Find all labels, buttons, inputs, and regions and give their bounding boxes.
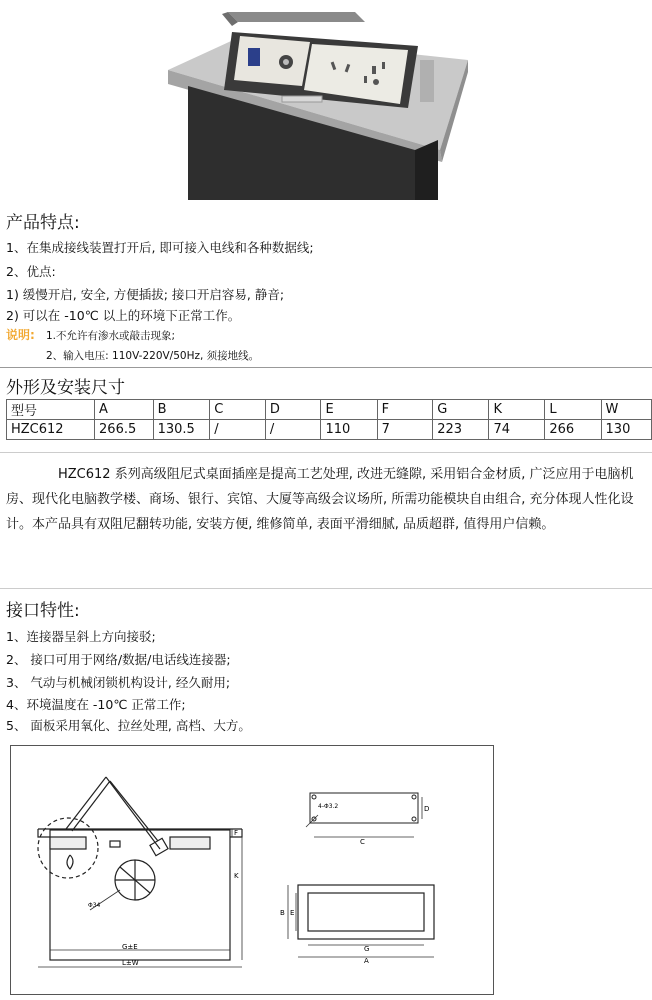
interface-line-2: 2、 接口可用于网络/数据/电话线连接器; — [6, 652, 231, 667]
table-header-cell: D — [265, 400, 321, 420]
divider — [0, 588, 652, 589]
product-image — [150, 0, 480, 200]
table-cell: HZC612 — [7, 420, 95, 440]
label-b: B — [280, 909, 285, 917]
note-item-2: 2、输入电压: 110V-220V/50Hz, 须接地线。 — [46, 350, 260, 362]
table-cell: 130 — [601, 420, 651, 440]
description-paragraph: HZC612 系列高级阻尼式桌面插座是提高工艺处理, 改进无缝隙, 采用铝合金材质, 广泛应用于电脑机房、现代化电脑教学楼、商场、银行、宾馆、大厦等高级会议场所, 所需功能模块自由组合, 充分体现人性化设计。本产品具有双阻尼翻转功能, 安装方便, 维修简单, 表面平滑细腻, 品质超群, 值得用户信赖。 — [6, 467, 634, 533]
feature-line-4: 2) 可以在 -10℃ 以上的环境下正常工作。 — [6, 308, 241, 323]
label-mount: 4-Φ3.2 — [318, 803, 339, 810]
label-c: C — [360, 838, 365, 846]
interface-title: 接口特性: — [6, 601, 80, 621]
label-g: G — [364, 945, 370, 953]
label-e: E — [290, 909, 295, 917]
table-header-cell: G — [433, 400, 489, 420]
label-lw: L±W — [122, 959, 139, 967]
interface-line-4: 4、环境温度在 -10℃ 正常工作; — [6, 697, 186, 712]
interface-line-1: 1、连接器呈斜上方向接驳; — [6, 629, 156, 644]
label-ge: G±E — [122, 943, 138, 951]
table-cell: 74 — [489, 420, 545, 440]
feature-line-3: 1) 缓慢开启, 安全, 方便插拔; 接口开启容易, 静音; — [6, 287, 285, 302]
label-d: D — [424, 805, 430, 813]
technical-drawing — [10, 745, 494, 995]
divider — [0, 367, 652, 368]
dimensions-title: 外形及安装尺寸 — [6, 378, 125, 398]
table-cell: 110 — [321, 420, 377, 440]
label-hole: Φ34 — [88, 902, 101, 909]
features-title: 产品特点: — [6, 213, 80, 233]
table-header-row — [7, 400, 652, 420]
label-k: K — [234, 872, 239, 880]
table-header-cell: K — [489, 400, 545, 420]
table-cell: 266.5 — [95, 420, 154, 440]
table-cell: 130.5 — [153, 420, 210, 440]
table-header-cell: A — [95, 400, 154, 420]
table-header-cell: L — [545, 400, 601, 420]
note-label: 说明: — [6, 328, 35, 342]
label-f: F — [234, 829, 239, 837]
table-header-cell: E — [321, 400, 377, 420]
table-header-cell: F — [377, 400, 433, 420]
table-cell: 223 — [433, 420, 489, 440]
table-header-cell: W — [601, 400, 651, 420]
table-header-cell: 型号 — [7, 400, 95, 420]
table-cell: 7 — [377, 420, 433, 440]
feature-line-1: 1、在集成接线装置打开后, 即可接入电线和各种数据线; — [6, 240, 314, 255]
table-cell: / — [210, 420, 266, 440]
divider — [0, 452, 652, 453]
table-header-cell: C — [210, 400, 266, 420]
feature-line-2: 2、优点: — [6, 264, 56, 279]
interface-line-3: 3、 气动与机械闭锁机构设计, 经久耐用; — [6, 675, 231, 690]
label-a: A — [364, 957, 369, 965]
dimensions-table — [6, 399, 652, 440]
interface-line-5: 5、 面板采用氧化、拉丝处理, 高档、大方。 — [6, 718, 251, 733]
table-cell: / — [265, 420, 321, 440]
note-item-1: 1.不允许有渗水或敲击现象; — [46, 330, 176, 342]
table-row — [7, 420, 652, 440]
table-cell: 266 — [545, 420, 601, 440]
table-header-cell: B — [153, 400, 210, 420]
